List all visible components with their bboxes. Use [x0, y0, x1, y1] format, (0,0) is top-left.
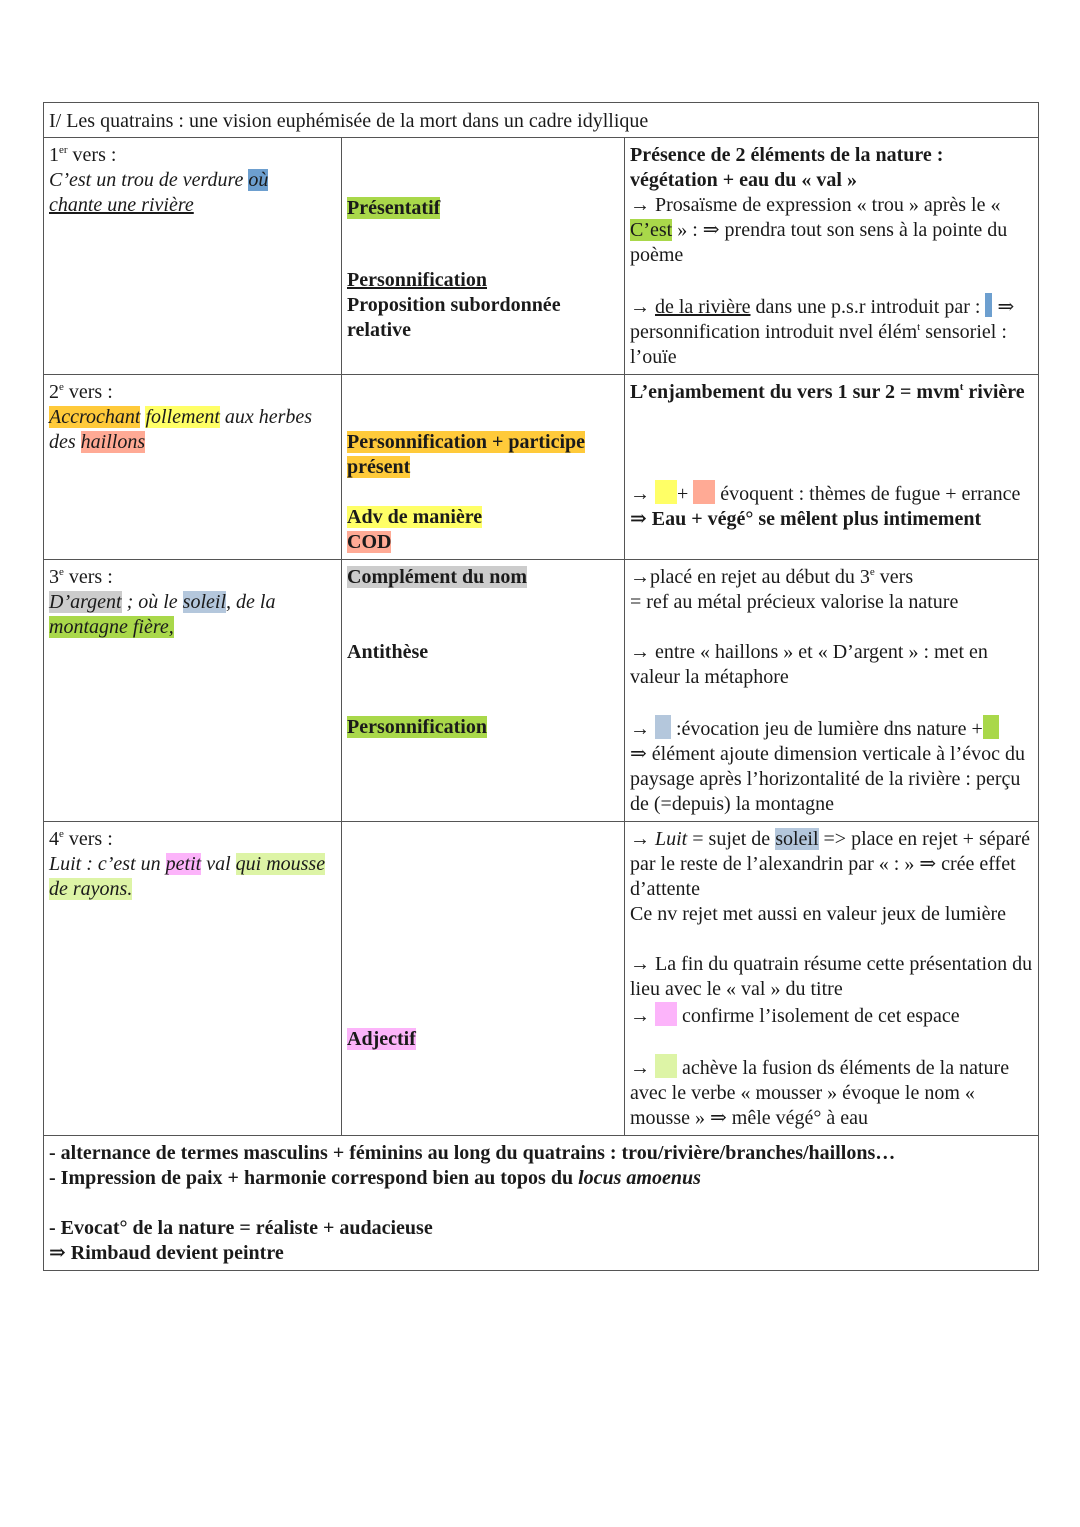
- lightblue-swatch: [655, 715, 671, 739]
- verse-cell: [44, 560, 342, 822]
- verse-cell: [44, 822, 342, 1136]
- figure-label: Personnification + participe présent: [347, 431, 586, 478]
- verse-text: C’est un trou de verdure où: [49, 169, 269, 191]
- note-title: Présence de 2 éléments de la nature : végétation + eau du « val »: [630, 144, 944, 191]
- figure-label: Personnification: [347, 269, 487, 291]
- verse-label: 4e vers :: [49, 828, 113, 850]
- arrow-icon: →: [630, 194, 650, 216]
- summary-row: [44, 1136, 1039, 1271]
- arrow-icon: →: [630, 483, 650, 505]
- note-title: L’enjambement du vers 1 sur 2 = mvm$^t$ rivière: [630, 381, 1025, 403]
- verse-text: Luit : c’est un petit val qui mousse de rayons.: [49, 853, 326, 900]
- note-conclusion: ⇒ Eau + végé° se mêlent plus intimement: [630, 508, 982, 530]
- verse-cell: [44, 375, 342, 560]
- arrow-icon: →: [630, 953, 650, 975]
- arrow-icon: →: [630, 718, 650, 740]
- note-text: ⇒ élément ajoute dimension verticale à l’évoc du paysage après l’horizontalité de la rivière : perçu de (=depuis) la montagne: [630, 743, 1025, 815]
- summary-line: - Evocat° de la nature = réaliste + audacieuse: [49, 1217, 433, 1239]
- verse-label: 1er vers :: [49, 144, 117, 166]
- figure-cell: [342, 138, 625, 375]
- figure-label: COD: [347, 531, 392, 553]
- verse-cell: [44, 138, 342, 375]
- green-swatch: [983, 715, 999, 739]
- salmon-swatch: [693, 480, 715, 504]
- note-text: → confirme l’isolement de cet espace: [630, 1002, 1033, 1029]
- table-row: [44, 560, 1039, 822]
- figure-label: Proposition subordonnée relative: [347, 294, 561, 341]
- figure-cell: [342, 822, 625, 1136]
- note-cell: [625, 822, 1039, 1136]
- blue-swatch: [985, 293, 992, 317]
- summary-line: ⇒ Rimbaud devient peintre: [49, 1242, 284, 1264]
- note-text: → Luit = sujet de soleil => place en rejet + séparé par le reste de l’alexandrin par « : » ⇒ crée effet d’attente: [630, 828, 1031, 900]
- section-title-text: I/ Les quatrains : une vision euphémisée de la mort dans un cadre idyllique: [49, 110, 649, 132]
- figure-label: Adjectif: [347, 1028, 416, 1050]
- figure-label: Personnification: [347, 716, 487, 738]
- lightgreen-swatch: [655, 1054, 677, 1078]
- note-text: = ref au métal précieux valorise la nature: [630, 591, 959, 613]
- note-text: → Prosaïsme de expression « trou » après le « C’est » : ⇒ prendra tout son sens à la pointe du poème: [630, 194, 1008, 266]
- figure-label: Adv de manière: [347, 506, 483, 528]
- arrow-icon: →: [630, 566, 650, 588]
- note-text: → achève la fusion ds éléments de la nature avec le verbe « mousser » évoque le nom « mousse » ⇒ mêle végé° à eau: [630, 1054, 1033, 1131]
- arrow-icon: →: [630, 1057, 650, 1079]
- verse-label: 3e vers :: [49, 566, 113, 588]
- figure-label: Antithèse: [347, 641, 429, 663]
- summary-line: - Impression de paix + harmonie correspond bien au topos du locus amoenus: [49, 1167, 701, 1189]
- arrow-icon: →: [630, 1005, 650, 1027]
- note-text: → La fin du quatrain résume cette présentation du lieu avec le « val » du titre: [630, 953, 1033, 1000]
- summary-cell: [44, 1136, 1039, 1271]
- section-title: [44, 103, 1039, 138]
- note-text: → + évoquent : thèmes de fugue + errance: [630, 480, 1033, 507]
- note-text: → entre « haillons » et « D’argent » : met en valeur la métaphore: [630, 641, 988, 688]
- yellow-swatch: [655, 480, 677, 504]
- table-row: [44, 822, 1039, 1136]
- note-text: →placé en rejet au début du 3e vers: [630, 566, 914, 588]
- figure-cell: [342, 375, 625, 560]
- pink-swatch: [655, 1002, 677, 1026]
- table-header-row: [44, 103, 1039, 138]
- verse-text: Accrochant follement aux herbes des haillons: [49, 406, 313, 453]
- analysis-table: [43, 102, 1039, 1271]
- arrow-icon: →: [630, 296, 650, 318]
- figure-label: Complément du nom: [347, 566, 528, 588]
- note-cell: [625, 560, 1039, 822]
- arrow-icon: →: [630, 641, 650, 663]
- table-row: [44, 375, 1039, 560]
- verse-text: D’argent ; où le soleil, de la montagne fière,: [49, 591, 276, 638]
- note-text: Ce nv rejet met aussi en valeur jeux de lumière: [630, 903, 1006, 925]
- figure-label: Présentatif: [347, 197, 441, 219]
- note-cell: [625, 138, 1039, 375]
- verse-text-continued: chante une rivière: [49, 194, 194, 216]
- figure-cell: [342, 560, 625, 822]
- summary-line: - alternance de termes masculins + féminins au long du quatrains : trou/rivière/branches/haillons…: [49, 1142, 896, 1164]
- verse-label: 2e vers :: [49, 381, 113, 403]
- note-text: → de la rivière dans une p.s.r introduit par : ⇒ personnification introduit nvel élém$^t$ sensoriel : l’ouïe: [630, 293, 1033, 370]
- note-cell: [625, 375, 1039, 560]
- arrow-icon: →: [630, 828, 650, 850]
- note-text: → :évocation jeu de lumière dns nature +: [630, 715, 1033, 742]
- table-row: [44, 138, 1039, 375]
